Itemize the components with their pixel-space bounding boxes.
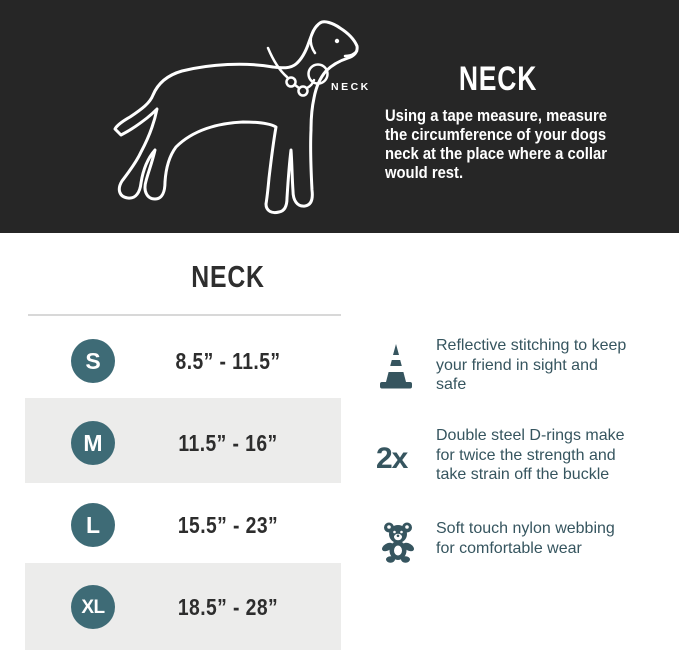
banner-heading: NECK <box>458 60 538 98</box>
teddy-bear-icon <box>381 521 415 563</box>
size-range-l: 15.5” - 23” <box>177 512 279 538</box>
feature-text-drings: Double steel D-rings make for twice the strength and take strain off the buckle <box>436 427 625 483</box>
size-badge-m: M <box>71 421 115 465</box>
dog-ear-line <box>311 25 318 53</box>
feature-text-reflective: Reflective stitching to keep your friend in sight and safe <box>436 337 627 393</box>
dog-neck-label: NECK <box>331 81 371 93</box>
table-divider <box>28 314 341 316</box>
size-badge-l: L <box>71 503 115 547</box>
size-range-s: 8.5” - 11.5” <box>175 348 281 374</box>
size-range-m: 11.5” - 16” <box>178 430 278 456</box>
dog-eye <box>335 39 339 43</box>
banner-text-column <box>385 60 611 182</box>
two-x-icon: 2x <box>376 442 408 475</box>
feature-text-webbing: Soft touch nylon webbing for comfortable wear <box>436 520 615 557</box>
dog-outline-illustration <box>110 8 380 238</box>
traffic-cone-icon <box>379 343 413 389</box>
banner <box>0 0 679 233</box>
collar-band <box>268 48 287 77</box>
size-range-xl: 18.5” - 28” <box>177 594 279 620</box>
size-table-heading: NECK <box>191 259 265 294</box>
banner-description: Using a tape measure, measure the circumference of your dogs neck at the place where a collar would rest. <box>385 106 607 182</box>
size-badge-s: S <box>71 339 115 383</box>
size-badge-xl: XL <box>71 585 115 629</box>
